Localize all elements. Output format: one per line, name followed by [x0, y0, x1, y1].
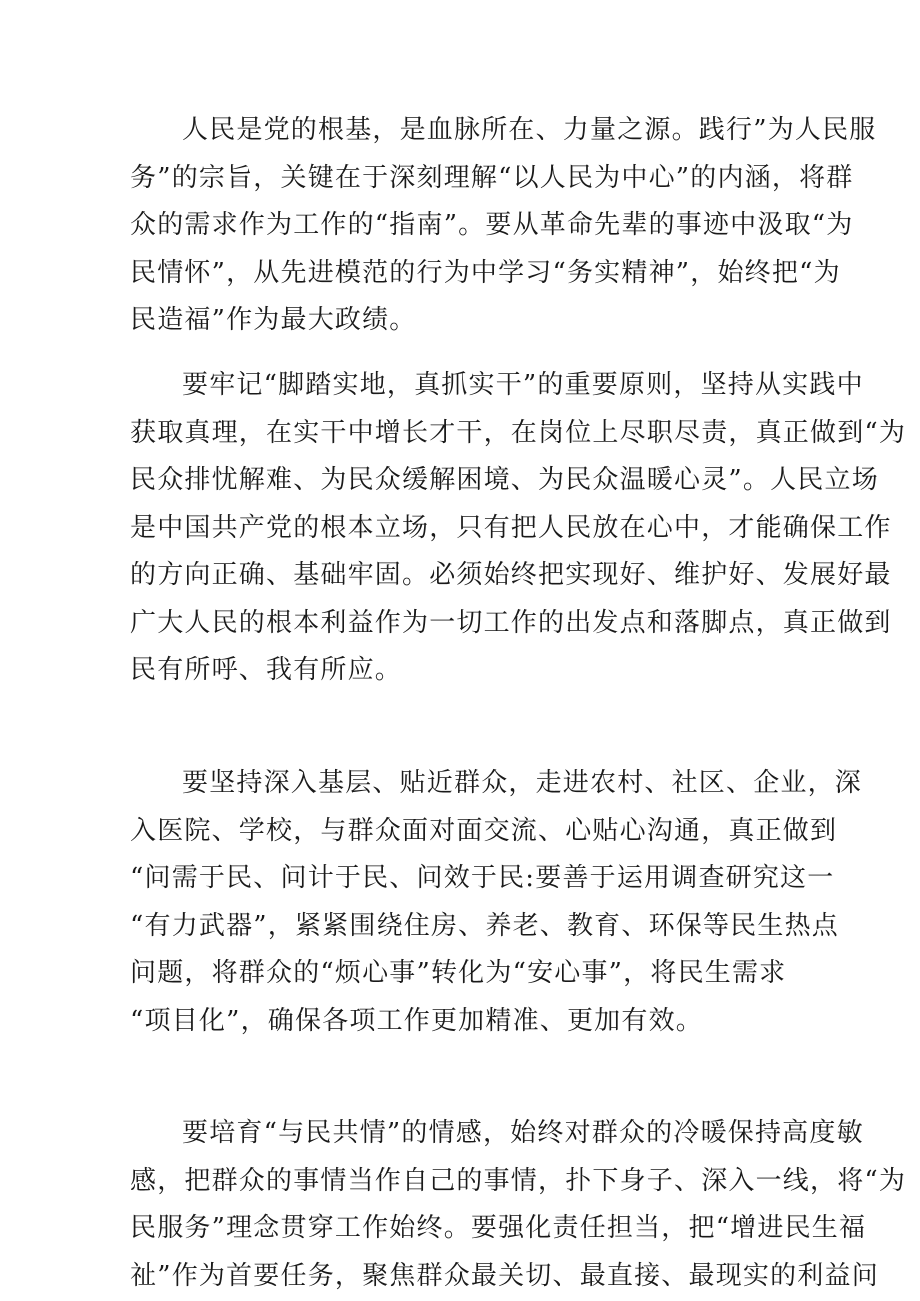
paragraph-line: 获取真理，在实干中增长才干，在岗位上尽职尽责，真正做到“为 — [130, 418, 907, 448]
paragraph-line: 广大人民的根本利益作为一切工作的出发点和落脚点，真正做到 — [130, 608, 892, 638]
paragraph-line: 祉”作为首要任务，聚焦群众最关切、最直接、最现实的利益问 — [130, 1261, 879, 1291]
paragraph-line: 民众排忧解难、为民众缓解困境、为民众温暖心灵”。人民立场 — [130, 465, 879, 495]
paragraph-line: 的方向正确、基础牢固。必须始终把实现好、维护好、发展好最 — [130, 560, 892, 590]
paragraph-line: 问题，将群众的“烦心事”转化为“安心事”，将民生需求 — [130, 958, 787, 988]
paragraph-line: 务”的宗旨，关键在于深刻理解“以人民为中心”的内涵，将群 — [130, 163, 854, 193]
paragraph-line: 人民是党的根基，是血脉所在、力量之源。践行”为人民服 — [182, 115, 877, 145]
paragraph-line: 要培育“与民共情”的情感，始终对群众的冷暖保持高度敏 — [182, 1118, 864, 1148]
paragraph-line: “有力武器”，紧紧围绕住房、养老、教育、环保等民生热点 — [130, 911, 839, 941]
paragraph-line: 民有所呼、我有所应。 — [130, 655, 403, 685]
paragraph-line: 是中国共产党的根本立场，只有把人民放在心中，才能确保工作 — [130, 513, 892, 543]
paragraph-line: 众的需求作为工作的“指南”。要从革命先辈的事迹中汲取“为 — [130, 210, 854, 240]
paragraph-line: 感，把群众的事情当作自己的事情，扑下身子、深入一线，将“为 — [130, 1166, 907, 1196]
paragraph-line: 要牢记“脚踏实地，真抓实干”的重要原则，坚持从实践中 — [182, 370, 864, 400]
paragraph-line: 民造福”作为最大政绩。 — [130, 305, 417, 335]
paragraph-line: 民服务”理念贯穿工作始终。要强化责任担当，把“增进民生福 — [130, 1213, 867, 1243]
paragraph-line: 民情怀”，从先进模范的行为中学习“务实精神”，始终把“为 — [130, 258, 841, 288]
paragraph-line: “问需于民、问计于民、问效于民:要善于运用调查研究这一 — [130, 863, 835, 893]
paragraph-line: 要坚持深入基层、贴近群众，走进农村、社区、企业，深 — [182, 768, 863, 798]
paragraph-line: “项目化”，确保各项工作更加精准、更加有效。 — [130, 1006, 703, 1036]
paragraph-line: 入医院、学校，与群众面对面交流、心贴心沟通，真正做到 — [130, 816, 838, 846]
